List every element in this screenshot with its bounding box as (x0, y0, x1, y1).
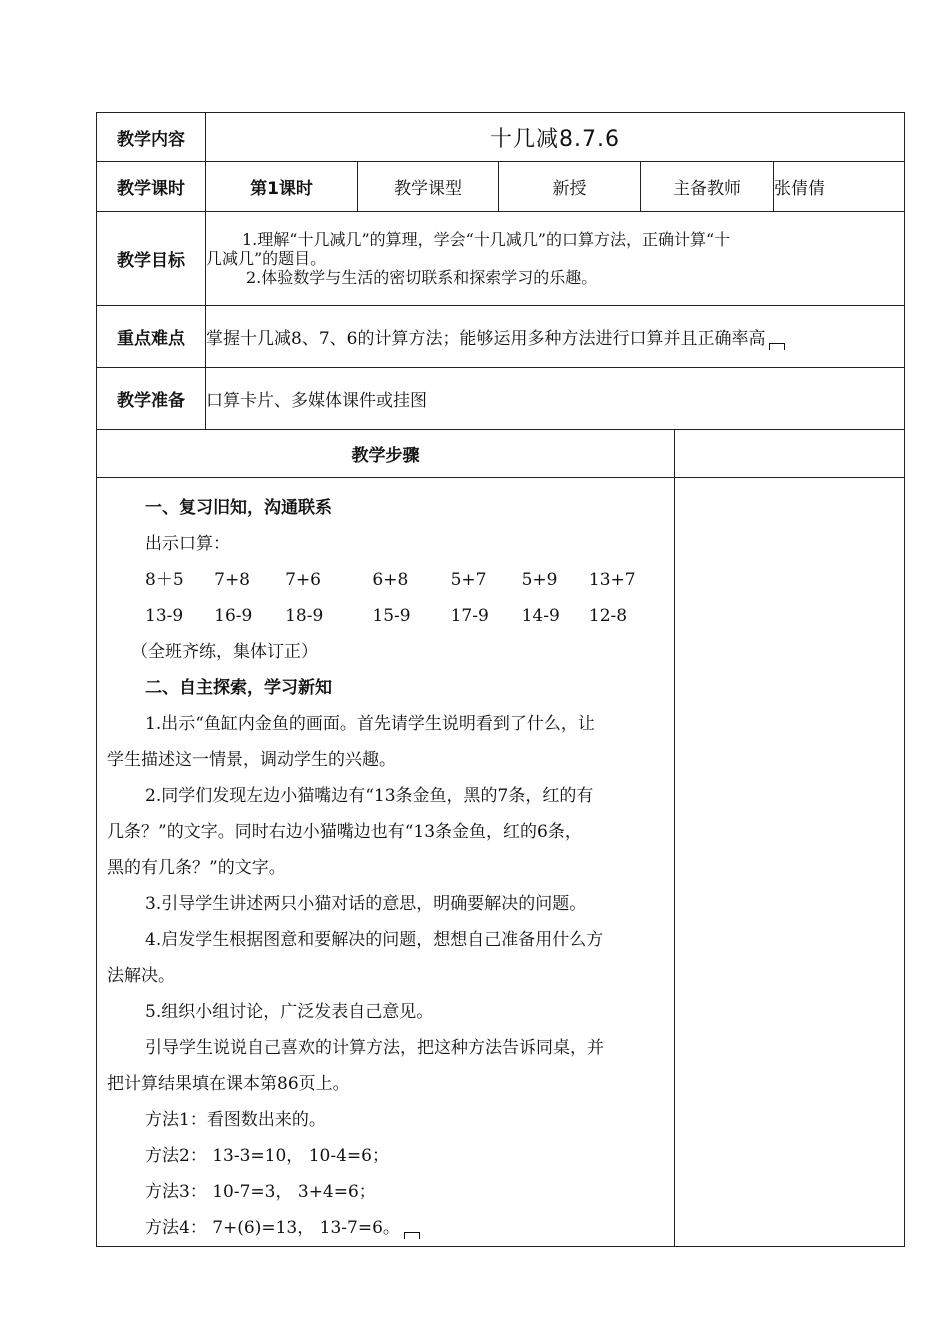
period-value: 第1课时 (206, 162, 358, 212)
type-label: 教学课型 (358, 162, 499, 212)
para-2a: 2.同学们发现左边小猫嘴边有“13条金鱼，黑的7条，红的有 (145, 786, 594, 806)
show-calc-label: 出示口算： (145, 534, 230, 554)
teacher-value: 张倩倩 (774, 162, 905, 212)
drill-item: 18-9 (285, 606, 324, 626)
drill-item: 8＋5 (145, 570, 184, 590)
para-2c: 黑的有几条？”的文字。 (107, 858, 286, 878)
period-label: 教学课时 (97, 162, 206, 212)
method-4-line (107, 1210, 658, 1246)
lesson-title: 十几减8.7.6 (206, 113, 905, 162)
drill-item: 7+8 (214, 570, 251, 590)
goal-1-line-a: 1.理解“十几减几”的算理，学会“十几减几”的口算方法，正确计算“十 (242, 230, 731, 249)
method-4: 方法4： 7+(6)=13， 13-7=6。 (145, 1218, 400, 1238)
drill-item: 13-9 (145, 606, 184, 626)
row-goals (97, 212, 905, 306)
goal-1-line-b: 几减几”的题目。 (206, 249, 327, 268)
paragraph-mark-icon (404, 1232, 420, 1239)
drill-item: 6+8 (372, 570, 409, 590)
type-value: 新授 (499, 162, 641, 212)
row-content (97, 113, 905, 162)
class-note: （全班齐练，集体订正） (131, 642, 318, 662)
para-6b: 把计算结果填在课本第86页上。 (107, 1074, 350, 1094)
key-points-text: 掌握十几减8、7、6的计算方法；能够运用多种方法进行口算并且正确率高 (206, 328, 766, 349)
preparation-text: 口算卡片、多媒体课件或挂图 (206, 368, 905, 430)
drill-row-1 (107, 562, 658, 598)
drill-item: 5+7 (450, 570, 487, 590)
para-4b: 法解决。 (107, 966, 175, 986)
section-1-heading: 一、复习旧知，沟通联系 (145, 498, 332, 518)
steps-content (97, 478, 675, 1247)
para-1a: 1.出示“鱼缸内金鱼的画面。首先请学生说明看到了什么，让 (145, 714, 595, 734)
para-4a: 4.启发学生根据图意和要解决的问题，想想自己准备用什么方 (145, 930, 604, 950)
row-steps-header (97, 430, 905, 478)
drill-row-2 (107, 598, 658, 634)
drill-item: 15-9 (372, 606, 411, 626)
preparation-label: 教学准备 (97, 368, 206, 430)
goals-label: 教学目标 (97, 212, 206, 306)
key-points-content (206, 306, 905, 368)
para-3: 3.引导学生讲述两只小猫对话的意思，明确要解决的问题。 (145, 894, 587, 914)
steps-label: 教学步骤 (97, 430, 675, 478)
method-2: 方法2： 13-3=10， 10-4=6； (145, 1146, 389, 1166)
content-label: 教学内容 (97, 113, 206, 162)
row-preparation (97, 368, 905, 430)
drill-item: 12-8 (588, 606, 628, 626)
row-steps-body (97, 478, 905, 1247)
notes-column-header (675, 430, 905, 478)
goal-2: 2.体验数学与生活的密切联系和探索学习的乐趣。 (246, 268, 598, 287)
drill-item: 13+7 (588, 570, 636, 590)
teacher-label: 主备教师 (641, 162, 774, 212)
method-1: 方法1：看图数出来的。 (145, 1110, 326, 1130)
goals-content (206, 212, 905, 306)
row-key-points (97, 306, 905, 368)
drill-item: 16-9 (214, 606, 253, 626)
method-3: 方法3： 10-7=3， 3+4=6； (145, 1182, 376, 1202)
drill-item: 17-9 (450, 606, 489, 626)
drill-item: 7+6 (285, 570, 321, 590)
para-1b: 学生描述这一情景，调动学生的兴趣。 (107, 750, 396, 770)
key-points-label: 重点难点 (97, 306, 206, 368)
drill-item: 5+9 (521, 570, 558, 590)
paragraph-mark-icon (769, 343, 785, 350)
row-period (97, 162, 905, 212)
notes-column (675, 478, 905, 1247)
drill-item: 14-9 (521, 606, 560, 626)
para-2b: 几条？”的文字。同时右边小猫嘴边也有“13条金鱼，红的6条， (107, 822, 582, 842)
lesson-plan-table (96, 112, 905, 1247)
para-5: 5.组织小组讨论，广泛发表自己意见。 (145, 1002, 434, 1022)
section-2-heading: 二、自主探索，学习新知 (145, 678, 332, 698)
para-6a: 引导学生说说自己喜欢的计算方法，把这种方法告诉同桌，并 (145, 1038, 604, 1058)
